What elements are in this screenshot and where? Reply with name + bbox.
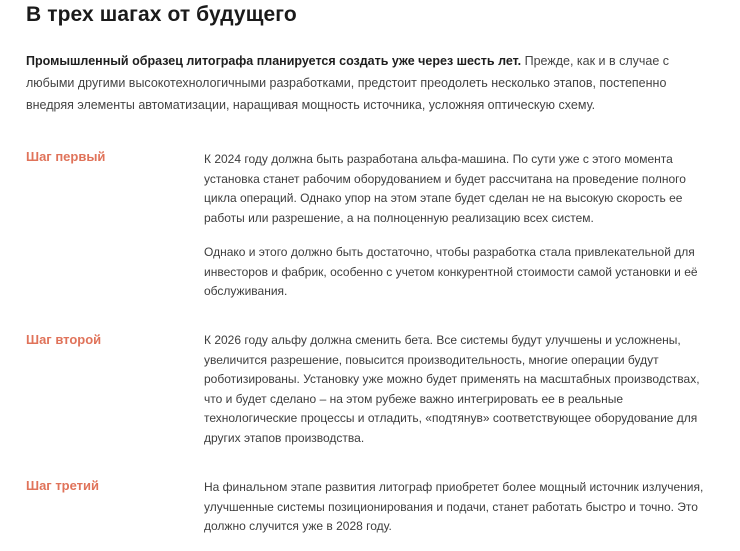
intro-lead: Промышленный образец литографа планируется создать уже через шесть лет.	[26, 54, 522, 68]
step-2-paragraph-1: К 2026 году альфу должна сменить бета. Все системы будут улучшены и усложнены, увеличится разрешение, повысится производительность, многие операции будут роботизированы. Установку уже можно будет применять на масштабных производствах, что и будет сделано – на этом рубеже важно интегрировать ее в реальные технологические процессы и отладить, «подтянув» соответствующее оборудование для других этапов производства.	[204, 333, 700, 445]
step-1-paragraph-2: Однако и этого должно быть достаточно, чтобы разработка стала привлекательной для инвесторов и фабрик, особенно с учетом конкурентной стоимости самой установки и её обслуживания.	[204, 245, 698, 298]
step-3-title: Шаг третий	[26, 478, 100, 493]
step-1-title: Шаг первый	[26, 149, 106, 164]
page-title: В трех шагах от будущего	[26, 3, 297, 26]
step-3-body	[204, 478, 709, 537]
step-1-body	[204, 150, 709, 302]
step-3-paragraph-1: На финальном этапе развития литограф приобретет более мощный источник излучения, улучшенные системы позиционирования и подачи, станет работать быстро и точно. Это должно случится уже в 2028 году.	[204, 480, 704, 533]
intro-text: Прежде, как и в случае с любыми другими высокотехнологичными разработками, предстоит преодолеть несколько этапов, постепенно внедряя элементы автоматизации, наращивая мощность источника, усложняя оптическую схему.	[26, 54, 670, 112]
intro-paragraph	[26, 50, 716, 116]
step-1-paragraph-1: К 2024 году должна быть разработана альфа-машина. По сути уже с этого момента установка станет рабочим оборудованием и будет рассчитана на проведение полного цикла операций. Однако упор на этом этапе будет сделан не на высокую скорость ее работы или разрешение, а на полноценную реализацию всех систем.	[204, 152, 686, 225]
step-2-title: Шаг второй	[26, 332, 102, 347]
step-2-body	[204, 331, 709, 448]
